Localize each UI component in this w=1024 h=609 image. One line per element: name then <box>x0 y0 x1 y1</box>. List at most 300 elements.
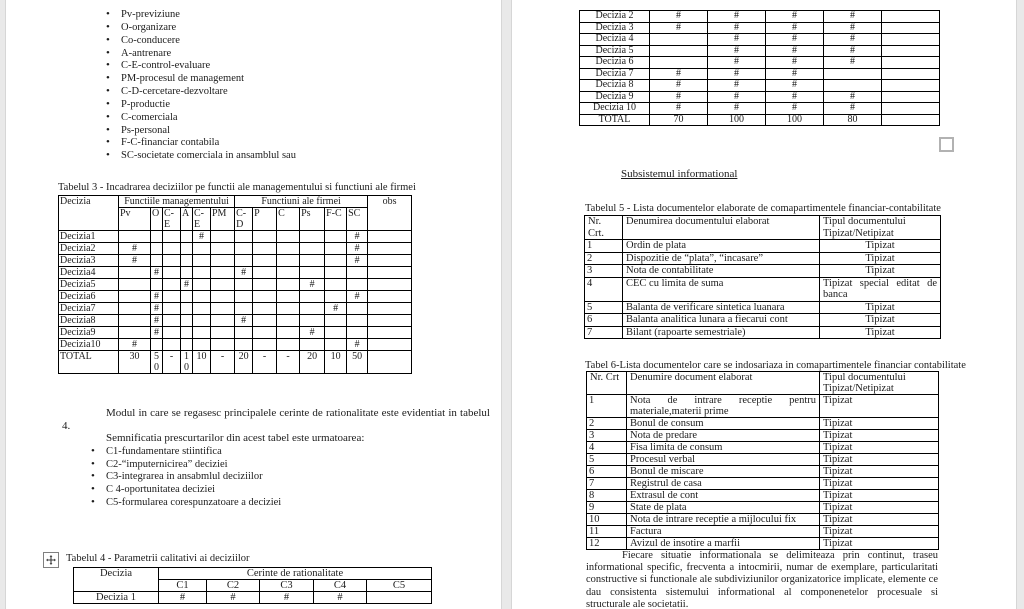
table3-column-header: F-C <box>325 208 347 231</box>
table5-row-cell: Tipizat <box>820 252 941 265</box>
table3-row-cell: # <box>119 255 151 267</box>
table3-row-cell: # <box>193 231 211 243</box>
table3-row-cell <box>368 327 412 339</box>
table3-row-cell <box>181 291 193 303</box>
table3-corner-header: Decizia <box>59 196 119 231</box>
table3-row-cell: Decizia4 <box>59 267 119 279</box>
table4-column-header: C3 <box>260 580 314 592</box>
table5-title: Tabelul 5 - Lista documentelor elaborate de comapartimentele financiar-contabilitate <box>585 203 941 214</box>
table4-row-cell <box>367 592 432 604</box>
table3-row-cell <box>300 315 325 327</box>
table4cont-row <box>580 80 940 92</box>
table6-row <box>587 526 939 538</box>
table5-row-cell: Nota de contabilitate <box>623 265 820 278</box>
table4cont-row-cell: # <box>766 45 824 57</box>
table3-row <box>59 267 412 279</box>
table3-row-cell <box>163 243 181 255</box>
table3-row <box>59 279 412 291</box>
table5-row-cell: Ordin de plata <box>623 240 820 253</box>
table6-nr-header: Nr. Crt <box>587 372 627 395</box>
table3-row <box>59 255 412 267</box>
table4cont-row-cell <box>824 68 882 80</box>
table6-row-cell: 9 <box>587 502 627 514</box>
table3-row-cell <box>193 267 211 279</box>
table3-row-cell: # <box>347 255 368 267</box>
table4-quality-parameters <box>73 567 432 604</box>
table3-row-cell <box>181 267 193 279</box>
table4cont-row <box>580 34 940 46</box>
table6-row-cell: 7 <box>587 478 627 490</box>
abbreviations-list <box>106 9 466 163</box>
table4cont-row-cell: Decizia 6 <box>580 57 650 69</box>
table6-row-cell: Bonul de miscare <box>627 466 820 478</box>
table6-row-cell: Nota de intrare receptie pentru materiale,materii prime <box>627 395 820 418</box>
table3-row-cell <box>163 315 181 327</box>
table4-row-cell: # <box>260 592 314 604</box>
table4-column-header: C1 <box>159 580 207 592</box>
table3-row-cell: # <box>347 243 368 255</box>
table4-corner-header: Decizia <box>74 568 159 592</box>
table6-row-cell: Bonul de consum <box>627 418 820 430</box>
table5-row-cell: 2 <box>585 252 623 265</box>
table4cont-row-cell: # <box>824 57 882 69</box>
table6-row-cell: 3 <box>587 430 627 442</box>
criteria-item: • C1-fundamentare stiintifica <box>91 446 471 459</box>
table6-row-cell: 2 <box>587 418 627 430</box>
table4cont-row-cell <box>882 45 940 57</box>
table3-row-cell <box>347 327 368 339</box>
table4-continuation <box>579 10 940 126</box>
table3-row-cell <box>235 303 253 315</box>
table4cont-row-cell: # <box>824 91 882 103</box>
table3-row-cell <box>181 243 193 255</box>
table6-row-cell: Nota de predare <box>627 430 820 442</box>
table3-row-cell: 10 <box>181 351 193 374</box>
table3-row-cell: Decizia3 <box>59 255 119 267</box>
abbreviation-item: • O-organizare <box>106 22 466 35</box>
table5-doc-header: Denumirea documentului elaborat <box>623 216 820 240</box>
table5-row-cell: 6 <box>585 314 623 327</box>
table5-type-header <box>820 216 941 240</box>
table6-row-cell: State de plata <box>627 502 820 514</box>
table-move-handle[interactable] <box>43 552 59 568</box>
table3-row-cell: 20 <box>300 351 325 374</box>
table5-row <box>585 326 941 339</box>
table3-row-cell <box>151 339 163 351</box>
table6-documents-filed <box>586 371 939 550</box>
table6-row-cell: Procesul verbal <box>627 454 820 466</box>
table3-row-cell <box>300 339 325 351</box>
table3-row-cell <box>181 315 193 327</box>
table3-row-cell <box>119 327 151 339</box>
table4cont-row-cell: TOTAL <box>580 114 650 126</box>
table6-row-cell: 6 <box>587 466 627 478</box>
table3-column-header: C-E <box>193 208 211 231</box>
table5-row-cell: Dispozitie de “plata”, “incasare” <box>623 252 820 265</box>
table3-row-cell <box>235 339 253 351</box>
table3-row-cell: # <box>347 291 368 303</box>
table6-row-cell: Nota de intrare receptie a mijlocului fix <box>627 514 820 526</box>
table4cont-row <box>580 45 940 57</box>
rationality-paragraph: Modul in care se regasesc principalele cerinte de rationalitate este evidentiat in tabelul 4. <box>62 407 490 432</box>
table3-row-cell <box>193 327 211 339</box>
table3-row-cell <box>193 255 211 267</box>
table6-row-cell: 8 <box>587 490 627 502</box>
table3-row-cell <box>119 303 151 315</box>
table3-row-cell <box>277 231 300 243</box>
table6-type-header-line2: Tipizat/Netipizat <box>823 383 894 394</box>
table4cont-row-cell: # <box>824 103 882 115</box>
table3-row-cell <box>181 327 193 339</box>
table5-row-cell: Tipizat <box>820 240 941 253</box>
table4cont-row-cell <box>882 68 940 80</box>
table3-row-cell <box>253 339 277 351</box>
table4cont-row <box>580 68 940 80</box>
table3-row-cell <box>325 255 347 267</box>
table3-row-cell <box>277 315 300 327</box>
abbreviation-item: • P-productie <box>106 99 466 112</box>
table3-row-cell <box>235 279 253 291</box>
table3-row-cell <box>347 303 368 315</box>
table3-row-cell <box>181 303 193 315</box>
table3-row-cell <box>277 279 300 291</box>
table3-row-cell <box>193 315 211 327</box>
table4cont-row-cell <box>650 34 708 46</box>
table3-row <box>59 231 412 243</box>
table4-column-header: C4 <box>314 580 367 592</box>
table3-row-cell <box>368 231 412 243</box>
table3-column-header: Ps <box>300 208 325 231</box>
table5-row-cell: Tipizat special editat de banca <box>820 277 941 301</box>
table4cont-row-cell: # <box>650 103 708 115</box>
table4-row-cell: Decizia 1 <box>74 592 159 604</box>
table4-row-cell: # <box>159 592 207 604</box>
table3-row-cell <box>368 255 412 267</box>
table6-row-cell: Tipizat <box>820 466 939 478</box>
table3-row-cell <box>193 339 211 351</box>
table6-row <box>587 395 939 418</box>
table6-row-cell: Tipizat <box>820 490 939 502</box>
table3-row-cell: Decizia2 <box>59 243 119 255</box>
table3-row-cell <box>277 339 300 351</box>
table6-row-cell: Tipizat <box>820 442 939 454</box>
table4cont-row-cell <box>882 22 940 34</box>
table6-row-cell: Tipizat <box>820 395 939 418</box>
table3-row-cell <box>325 315 347 327</box>
table4cont-row-cell: # <box>824 11 882 23</box>
table6-row-cell: Fisa limita de consum <box>627 442 820 454</box>
table3-row-cell <box>151 231 163 243</box>
table3-row-cell: TOTAL <box>59 351 119 374</box>
table3-column-header: O <box>151 208 163 231</box>
table3-row-cell <box>277 303 300 315</box>
table3-row-cell <box>347 279 368 291</box>
table3-row-cell <box>347 267 368 279</box>
table4cont-row-cell: # <box>824 45 882 57</box>
abbreviation-item: • SC-societate comerciala in ansamblul sau <box>106 150 466 163</box>
table4cont-row-cell <box>650 57 708 69</box>
table3-row-cell: - <box>277 351 300 374</box>
table3-row-cell: # <box>151 291 163 303</box>
table5-row-cell: CEC cu limita de suma <box>623 277 820 301</box>
table3-row-cell <box>325 243 347 255</box>
table4cont-row-cell <box>882 91 940 103</box>
table3-row-cell <box>300 291 325 303</box>
table5-row-cell: 5 <box>585 301 623 314</box>
table3-row-cell <box>368 303 412 315</box>
table3-row-cell <box>277 291 300 303</box>
table6-row-cell: Tipizat <box>820 454 939 466</box>
table4-column-header: C5 <box>367 580 432 592</box>
table3-column-header: C-D <box>235 208 253 231</box>
table5-type-header-line2: Tipizat/Netipizat <box>823 227 894 239</box>
table4cont-row-cell <box>882 114 940 126</box>
table5-row-cell: 7 <box>585 326 623 339</box>
table3-row-cell: Decizia8 <box>59 315 119 327</box>
table6-row-cell: Extrasul de cont <box>627 490 820 502</box>
table3-row-cell <box>163 291 181 303</box>
table3-row-cell: - <box>163 351 181 374</box>
table3-decision-functions <box>58 195 412 374</box>
document-page-right <box>511 0 1017 609</box>
table5-row-cell: Tipizat <box>820 265 941 278</box>
table3-group-firm-header: Functiuni ale firmei <box>235 196 368 208</box>
table3-row-cell: # <box>300 279 325 291</box>
table3-row-cell: # <box>347 231 368 243</box>
table4cont-row-cell: Decizia 4 <box>580 34 650 46</box>
table3-row-cell: # <box>235 267 253 279</box>
table4cont-row-cell: # <box>708 91 766 103</box>
table6-row-cell: Factura <box>627 526 820 538</box>
table3-row-cell <box>151 255 163 267</box>
table3-row-cell <box>235 291 253 303</box>
table6-row-cell: Tipizat <box>820 526 939 538</box>
table3-row-cell <box>277 243 300 255</box>
table3-row-cell <box>193 279 211 291</box>
informational-paragraph-block <box>586 550 938 609</box>
table3-row-cell: - <box>211 351 235 374</box>
table4cont-row-cell: # <box>650 68 708 80</box>
table6-type-header <box>820 372 939 395</box>
table3-row-cell <box>253 231 277 243</box>
table3-row-cell <box>277 327 300 339</box>
section-heading-subsistemul: Subsistemul informational <box>621 168 738 180</box>
table4cont-row-cell: # <box>708 57 766 69</box>
table4cont-row <box>580 114 940 126</box>
table3-row-cell <box>211 327 235 339</box>
table3-row-cell <box>211 267 235 279</box>
abbreviation-item: • C-E-control-evaluare <box>106 60 466 73</box>
table3-row-cell <box>253 255 277 267</box>
abbrev-meaning-paragraph: Semnificatia prescurtarilor din acest tabel este urmatoarea: <box>106 432 365 445</box>
table6-row-cell: Registrul de casa <box>627 478 820 490</box>
table3-row-cell <box>163 267 181 279</box>
table3-row-cell: # <box>325 303 347 315</box>
abbreviation-item: • Co-conducere <box>106 35 466 48</box>
abbreviation-item: • A-antrenare <box>106 48 466 61</box>
table3-row-cell <box>211 279 235 291</box>
table3-row-cell <box>368 339 412 351</box>
table6-row-cell: 11 <box>587 526 627 538</box>
table3-row-cell <box>300 255 325 267</box>
table-resize-handle[interactable] <box>939 137 954 152</box>
table4cont-row-cell: # <box>766 80 824 92</box>
table3-row-cell: # <box>235 315 253 327</box>
abbreviation-item: • F-C-financiar contabila <box>106 137 466 150</box>
table3-row-cell: 10 <box>325 351 347 374</box>
table4cont-row-cell: # <box>708 80 766 92</box>
table3-row-cell <box>325 231 347 243</box>
table3-row-cell <box>235 255 253 267</box>
table5-row <box>585 252 941 265</box>
table5-row-cell: Balanta de verificare sintetica luanara <box>623 301 820 314</box>
table4cont-row-cell <box>824 80 882 92</box>
table3-row-cell: # <box>119 243 151 255</box>
table6-row-cell: Avizul de insotire a marfii <box>627 538 820 550</box>
informational-paragraph: Fiecare situatie informationala se delimiteaza prin continut, traseu informational specific, frecventa a intocmirii, numar de exemplare, particularitati constructive si functionale ale subdiviziunilor organizatorice implicate, elemente ce dau consistenta sistemului informational al componenetelor procesuale si structurale ale societatii. <box>586 550 938 609</box>
table3-row-cell <box>119 267 151 279</box>
table4cont-row-cell: Decizia 3 <box>580 22 650 34</box>
table3-row-cell <box>253 315 277 327</box>
table3-row-cell <box>181 231 193 243</box>
table5-row-cell: Tipizat <box>820 301 941 314</box>
table6-row-cell: 10 <box>587 514 627 526</box>
table3-row-cell <box>163 279 181 291</box>
table6-row-cell: 4 <box>587 442 627 454</box>
table3-row-cell <box>368 291 412 303</box>
table3-row-cell <box>368 243 412 255</box>
criteria-item: • C5-formularea corespunzatoare a deciziei <box>91 497 471 510</box>
table3-row-cell <box>211 291 235 303</box>
table3-group-management-header: Functiile managementului <box>119 196 235 208</box>
table4cont-row-cell: 70 <box>650 114 708 126</box>
criteria-list <box>91 446 471 510</box>
table3-row-cell <box>235 327 253 339</box>
table3-row-cell <box>119 315 151 327</box>
table3-row-cell: 10 <box>193 351 211 374</box>
table6-row-cell: Tipizat <box>820 478 939 490</box>
table3-row-cell <box>151 243 163 255</box>
table3-column-header: PM <box>211 208 235 231</box>
table3-row-cell <box>235 231 253 243</box>
table3-row-cell <box>211 255 235 267</box>
table3-row-cell: Decizia1 <box>59 231 119 243</box>
table3-row-cell <box>368 315 412 327</box>
table4-row-cell: # <box>314 592 367 604</box>
table4cont-row-cell: 80 <box>824 114 882 126</box>
abbreviation-item: • C-comerciala <box>106 112 466 125</box>
table3-row-cell <box>277 267 300 279</box>
table5-row-cell: 1 <box>585 240 623 253</box>
table4cont-row-cell: # <box>650 22 708 34</box>
abbreviation-item: • Pv-previziune <box>106 9 466 22</box>
table5-row-cell: Bilant (rapoarte semestriale) <box>623 326 820 339</box>
table4cont-row-cell: # <box>766 11 824 23</box>
table3-row-cell <box>181 339 193 351</box>
table4cont-row-cell <box>882 80 940 92</box>
table4cont-row-cell <box>882 34 940 46</box>
table3-row-cell <box>151 279 163 291</box>
table3-row-cell: # <box>347 339 368 351</box>
table4-row-cell: # <box>207 592 260 604</box>
table3-row-cell <box>347 315 368 327</box>
table3-row-cell <box>181 255 193 267</box>
criteria-item: • C3-integrarea in ansabmlul deciziilor <box>91 471 471 484</box>
table3-row-cell: # <box>151 267 163 279</box>
table3-row <box>59 315 412 327</box>
table3-row-cell: # <box>181 279 193 291</box>
table3-row-cell <box>368 279 412 291</box>
table4cont-row-cell: # <box>766 103 824 115</box>
abbreviation-item: • PM-procesul de management <box>106 73 466 86</box>
table4cont-row-cell: # <box>766 22 824 34</box>
table3-row-cell <box>277 255 300 267</box>
table3-row-cell <box>163 303 181 315</box>
move-arrows-icon <box>46 555 56 565</box>
table3-row-cell <box>119 291 151 303</box>
table3-column-header: C <box>277 208 300 231</box>
table6-row <box>587 538 939 550</box>
table4-title: Tabelul 4 - Parametrii calitativi ai deciziilor <box>66 553 250 564</box>
table4cont-row-cell: Decizia 9 <box>580 91 650 103</box>
table6-row <box>587 490 939 502</box>
table4cont-row-cell: # <box>708 34 766 46</box>
table6-row <box>587 514 939 526</box>
table6-row-cell: Tipizat <box>820 418 939 430</box>
table3-column-header: A <box>181 208 193 231</box>
table6-doc-header: Denumire document elaborat <box>627 372 820 395</box>
table3-row-cell <box>211 231 235 243</box>
table4cont-row-cell: Decizia 5 <box>580 45 650 57</box>
table3-row-cell <box>163 231 181 243</box>
table3-row-cell <box>193 291 211 303</box>
table4cont-row <box>580 57 940 69</box>
table4cont-row-cell: # <box>824 34 882 46</box>
table3-row-cell <box>300 267 325 279</box>
table3-row-cell: # <box>119 339 151 351</box>
table3-row-cell: 50 <box>347 351 368 374</box>
table6-row-cell: 1 <box>587 395 627 418</box>
table4cont-row-cell: # <box>766 91 824 103</box>
table6-row-cell: Tipizat <box>820 514 939 526</box>
criteria-item: • C 4-oportunitatea deciziei <box>91 484 471 497</box>
table3-row-cell <box>300 243 325 255</box>
table4cont-row-cell: # <box>708 103 766 115</box>
table4cont-row-cell: # <box>650 91 708 103</box>
table4cont-row-cell: Decizia 7 <box>580 68 650 80</box>
table3-row-cell: - <box>253 351 277 374</box>
table3-row-cell: Decizia9 <box>59 327 119 339</box>
abbreviation-item: • C-D-cercetare-dezvoltare <box>106 86 466 99</box>
table3-row-cell <box>163 255 181 267</box>
table3-row <box>59 327 412 339</box>
table5-row <box>585 314 941 327</box>
table3-row-cell <box>193 243 211 255</box>
table4cont-row-cell <box>882 103 940 115</box>
table3-row-cell <box>119 279 151 291</box>
table4cont-row <box>580 22 940 34</box>
table5-documents-elaborated <box>584 215 941 339</box>
table3-row-cell <box>163 327 181 339</box>
table3-row-cell: 50 <box>151 351 163 374</box>
table3-row-cell <box>253 327 277 339</box>
table4cont-row-cell: # <box>708 11 766 23</box>
table4cont-row-cell: # <box>708 68 766 80</box>
table3-row-cell: Decizia10 <box>59 339 119 351</box>
table3-row <box>59 303 412 315</box>
table3-row-cell <box>325 291 347 303</box>
table3-column-header: Pv <box>119 208 151 231</box>
